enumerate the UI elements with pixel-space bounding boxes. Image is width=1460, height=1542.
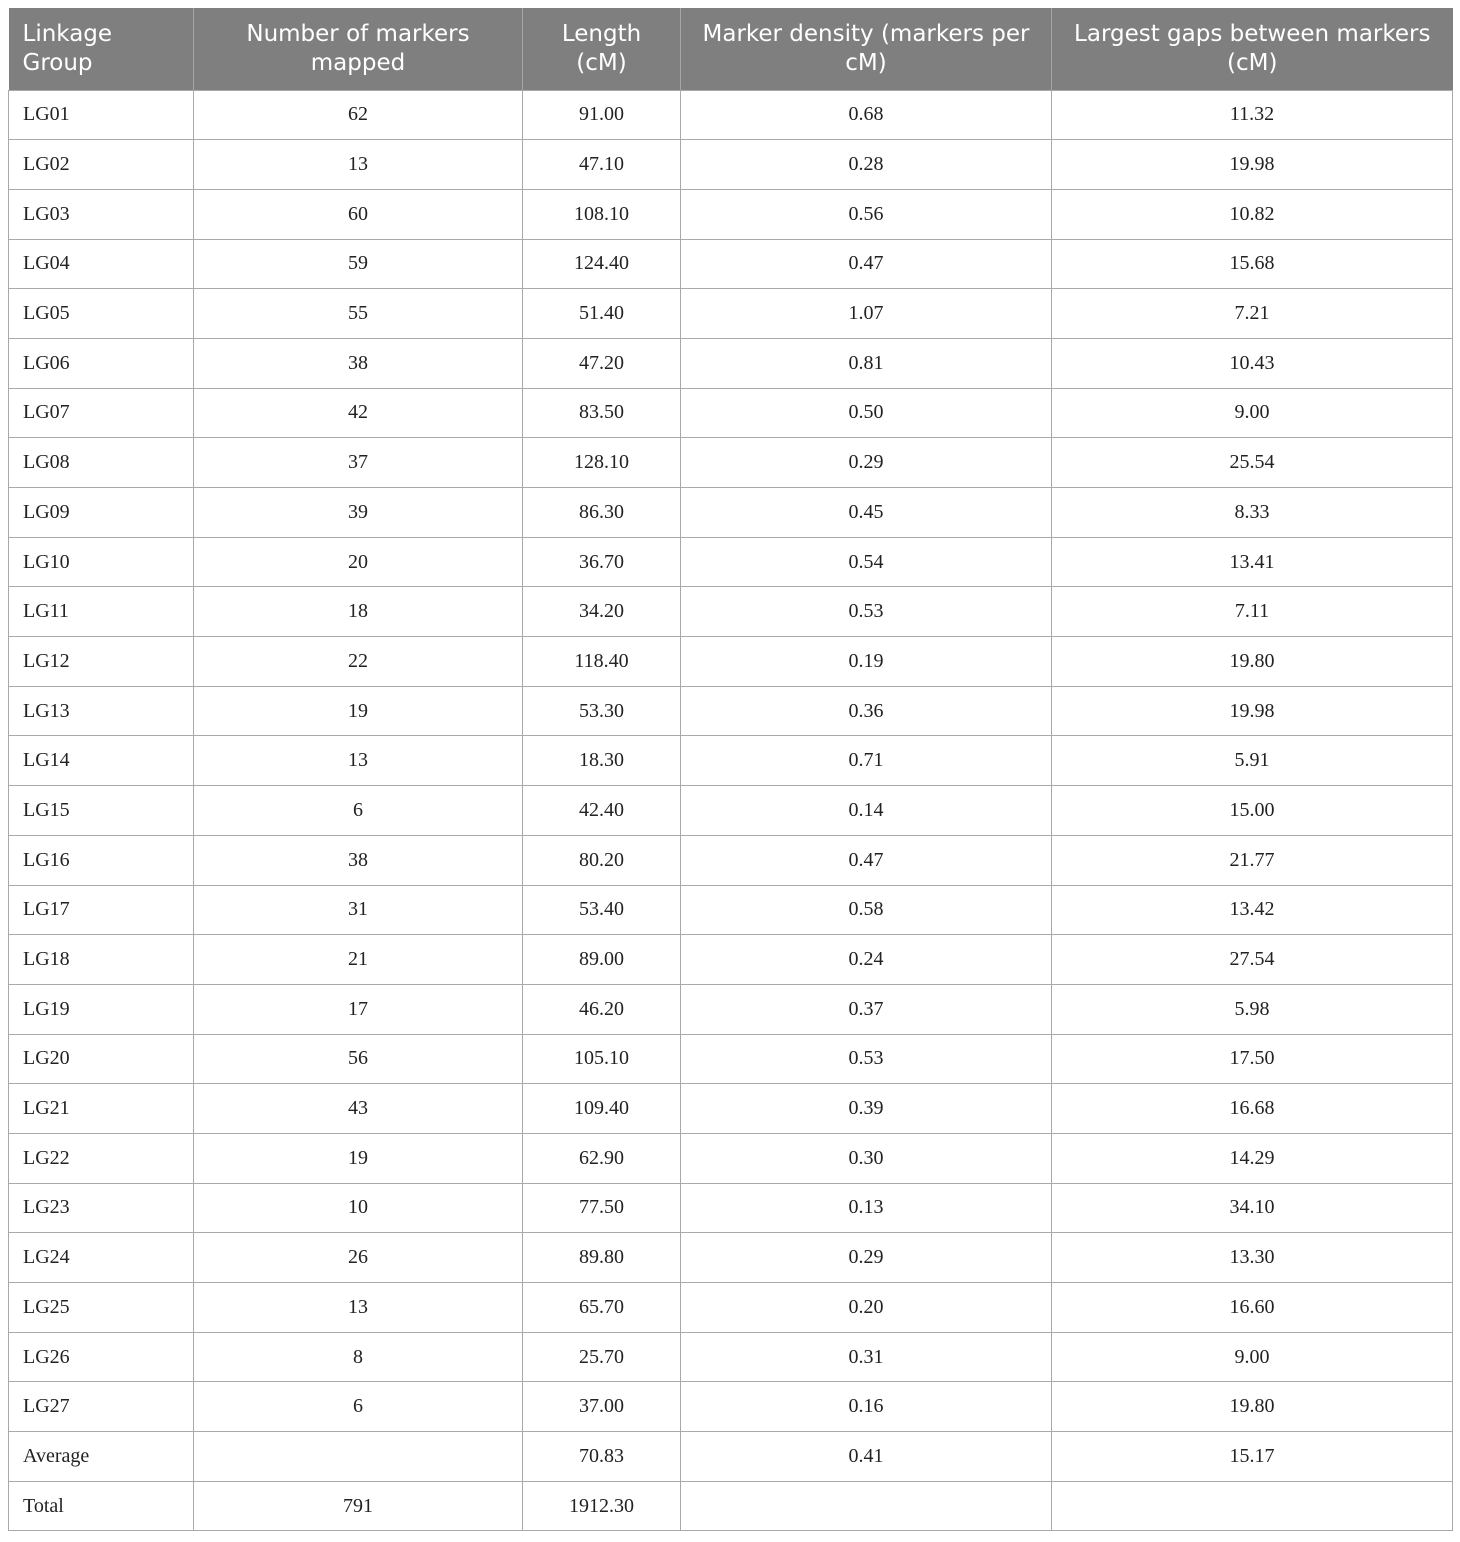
density-cell: 0.41	[681, 1432, 1052, 1482]
density-cell: 0.24	[681, 935, 1052, 985]
linkage-group-cell: LG16	[9, 835, 194, 885]
density-cell: 0.81	[681, 338, 1052, 388]
linkage-group-cell: LG05	[9, 289, 194, 339]
table-row	[9, 90, 1453, 140]
density-cell: 0.58	[681, 885, 1052, 935]
length-cell: 124.40	[523, 239, 681, 289]
table-row	[9, 637, 1453, 687]
table-row	[9, 835, 1453, 885]
largest-gap-cell: 19.98	[1052, 140, 1453, 190]
table-row	[9, 885, 1453, 935]
largest-gap-cell: 17.50	[1052, 1034, 1453, 1084]
length-cell: 36.70	[523, 537, 681, 587]
density-cell: 0.53	[681, 1034, 1052, 1084]
linkage-group-cell: LG02	[9, 140, 194, 190]
length-cell: 1912.30	[523, 1481, 681, 1531]
length-cell: 108.10	[523, 189, 681, 239]
markers-cell: 22	[194, 637, 523, 687]
table-row	[9, 1283, 1453, 1333]
length-cell: 46.20	[523, 984, 681, 1034]
linkage-group-cell: LG13	[9, 686, 194, 736]
density-cell: 0.31	[681, 1332, 1052, 1382]
table-row	[9, 189, 1453, 239]
length-cell: 91.00	[523, 90, 681, 140]
largest-gap-cell: 27.54	[1052, 935, 1453, 985]
length-cell: 128.10	[523, 438, 681, 488]
markers-cell: 6	[194, 786, 523, 836]
table-row	[9, 935, 1453, 985]
density-cell: 0.53	[681, 587, 1052, 637]
markers-cell: 59	[194, 239, 523, 289]
linkage-group-cell: LG11	[9, 587, 194, 637]
largest-gap-cell: 15.17	[1052, 1432, 1453, 1482]
density-cell: 0.54	[681, 537, 1052, 587]
length-cell: 83.50	[523, 388, 681, 438]
markers-cell: 43	[194, 1084, 523, 1134]
largest-gap-cell: 11.32	[1052, 90, 1453, 140]
density-cell: 0.30	[681, 1133, 1052, 1183]
markers-cell: 6	[194, 1382, 523, 1432]
largest-gap-cell: 5.91	[1052, 736, 1453, 786]
density-cell: 0.39	[681, 1084, 1052, 1134]
largest-gap-cell: 19.98	[1052, 686, 1453, 736]
linkage-group-cell: LG01	[9, 90, 194, 140]
markers-cell: 39	[194, 488, 523, 538]
linkage-group-cell: LG14	[9, 736, 194, 786]
density-cell: 0.71	[681, 736, 1052, 786]
density-cell: 1.07	[681, 289, 1052, 339]
linkage-group-cell: LG10	[9, 537, 194, 587]
header-marker-density: Marker density (markers per cM)	[681, 8, 1052, 90]
linkage-group-cell: LG15	[9, 786, 194, 836]
density-cell: 0.50	[681, 388, 1052, 438]
length-cell: 25.70	[523, 1332, 681, 1382]
length-cell: 18.30	[523, 736, 681, 786]
density-cell: 0.29	[681, 1233, 1052, 1283]
length-cell: 53.30	[523, 686, 681, 736]
linkage-group-cell: LG22	[9, 1133, 194, 1183]
markers-cell: 21	[194, 935, 523, 985]
largest-gap-cell: 10.43	[1052, 338, 1453, 388]
density-cell: 0.19	[681, 637, 1052, 687]
table-row	[9, 686, 1453, 736]
table-row	[9, 587, 1453, 637]
largest-gap-cell: 7.11	[1052, 587, 1453, 637]
density-cell: 0.13	[681, 1183, 1052, 1233]
markers-cell: 60	[194, 189, 523, 239]
density-cell: 0.47	[681, 239, 1052, 289]
density-cell: 0.29	[681, 438, 1052, 488]
table-row	[9, 140, 1453, 190]
largest-gap-cell: 16.60	[1052, 1283, 1453, 1333]
density-cell: 0.16	[681, 1382, 1052, 1432]
largest-gap-cell: 8.33	[1052, 488, 1453, 538]
table-row	[9, 1432, 1453, 1482]
length-cell: 77.50	[523, 1183, 681, 1233]
markers-cell: 38	[194, 338, 523, 388]
linkage-group-cell: LG19	[9, 984, 194, 1034]
linkage-group-cell: LG18	[9, 935, 194, 985]
linkage-group-cell: LG23	[9, 1183, 194, 1233]
density-cell: 0.36	[681, 686, 1052, 736]
density-cell: 0.20	[681, 1283, 1052, 1333]
largest-gap-cell: 15.68	[1052, 239, 1453, 289]
header-length: Length (cM)	[523, 8, 681, 90]
markers-cell: 26	[194, 1233, 523, 1283]
table-row	[9, 1183, 1453, 1233]
largest-gap-cell: 19.80	[1052, 637, 1453, 687]
markers-cell	[194, 1432, 523, 1482]
table-row	[9, 537, 1453, 587]
linkage-group-cell: Average	[9, 1432, 194, 1482]
linkage-group-cell: LG27	[9, 1382, 194, 1432]
header-linkage-group: Linkage Group	[9, 8, 194, 90]
density-cell: 0.37	[681, 984, 1052, 1034]
markers-cell: 17	[194, 984, 523, 1034]
linkage-map-table	[8, 8, 1453, 1531]
markers-cell: 31	[194, 885, 523, 935]
linkage-group-cell: LG24	[9, 1233, 194, 1283]
linkage-group-cell: LG09	[9, 488, 194, 538]
table-row	[9, 1034, 1453, 1084]
markers-cell: 13	[194, 736, 523, 786]
length-cell: 53.40	[523, 885, 681, 935]
linkage-group-cell: LG07	[9, 388, 194, 438]
markers-cell: 55	[194, 289, 523, 339]
length-cell: 42.40	[523, 786, 681, 836]
density-cell: 0.68	[681, 90, 1052, 140]
table-row	[9, 984, 1453, 1034]
linkage-group-cell: LG04	[9, 239, 194, 289]
markers-cell: 13	[194, 140, 523, 190]
table-header	[9, 8, 1453, 90]
largest-gap-cell: 25.54	[1052, 438, 1453, 488]
linkage-group-cell: LG26	[9, 1332, 194, 1382]
length-cell: 37.00	[523, 1382, 681, 1432]
largest-gap-cell: 16.68	[1052, 1084, 1453, 1134]
markers-cell: 8	[194, 1332, 523, 1382]
table-row	[9, 1084, 1453, 1134]
table-row	[9, 1481, 1453, 1531]
length-cell: 51.40	[523, 289, 681, 339]
largest-gap-cell: 14.29	[1052, 1133, 1453, 1183]
table-row	[9, 338, 1453, 388]
density-cell: 0.56	[681, 189, 1052, 239]
length-cell: 70.83	[523, 1432, 681, 1482]
header-number-of-markers: Number of markers mapped	[194, 8, 523, 90]
table-row	[9, 488, 1453, 538]
linkage-group-cell: LG25	[9, 1283, 194, 1333]
markers-cell: 13	[194, 1283, 523, 1333]
length-cell: 118.40	[523, 637, 681, 687]
linkage-group-cell: LG20	[9, 1034, 194, 1084]
largest-gap-cell: 21.77	[1052, 835, 1453, 885]
markers-cell: 42	[194, 388, 523, 438]
linkage-group-cell: Total	[9, 1481, 194, 1531]
largest-gap-cell: 15.00	[1052, 786, 1453, 836]
length-cell: 47.20	[523, 338, 681, 388]
largest-gap-cell	[1052, 1481, 1453, 1531]
markers-cell: 62	[194, 90, 523, 140]
linkage-map-table-container	[8, 8, 1452, 1531]
density-cell: 0.28	[681, 140, 1052, 190]
density-cell: 0.14	[681, 786, 1052, 836]
length-cell: 86.30	[523, 488, 681, 538]
table-row	[9, 1382, 1453, 1432]
length-cell: 34.20	[523, 587, 681, 637]
length-cell: 80.20	[523, 835, 681, 885]
density-cell: 0.47	[681, 835, 1052, 885]
markers-cell: 38	[194, 835, 523, 885]
markers-cell: 19	[194, 1133, 523, 1183]
largest-gap-cell: 13.30	[1052, 1233, 1453, 1283]
table-row	[9, 736, 1453, 786]
largest-gap-cell: 13.41	[1052, 537, 1453, 587]
linkage-group-cell: LG17	[9, 885, 194, 935]
largest-gap-cell: 7.21	[1052, 289, 1453, 339]
linkage-group-cell: LG06	[9, 338, 194, 388]
markers-cell: 20	[194, 537, 523, 587]
largest-gap-cell: 34.10	[1052, 1183, 1453, 1233]
table-row	[9, 239, 1453, 289]
largest-gap-cell: 5.98	[1052, 984, 1453, 1034]
length-cell: 89.00	[523, 935, 681, 985]
density-cell: 0.45	[681, 488, 1052, 538]
table-row	[9, 1233, 1453, 1283]
density-cell	[681, 1481, 1052, 1531]
linkage-group-cell: LG21	[9, 1084, 194, 1134]
header-largest-gaps: Largest gaps between markers (cM)	[1052, 8, 1453, 90]
markers-cell: 56	[194, 1034, 523, 1084]
length-cell: 62.90	[523, 1133, 681, 1183]
largest-gap-cell: 9.00	[1052, 1332, 1453, 1382]
markers-cell: 19	[194, 686, 523, 736]
markers-cell: 10	[194, 1183, 523, 1233]
largest-gap-cell: 9.00	[1052, 388, 1453, 438]
linkage-group-cell: LG08	[9, 438, 194, 488]
header-row	[9, 8, 1453, 90]
linkage-group-cell: LG12	[9, 637, 194, 687]
length-cell: 47.10	[523, 140, 681, 190]
largest-gap-cell: 13.42	[1052, 885, 1453, 935]
length-cell: 89.80	[523, 1233, 681, 1283]
table-row	[9, 388, 1453, 438]
linkage-group-cell: LG03	[9, 189, 194, 239]
length-cell: 105.10	[523, 1034, 681, 1084]
markers-cell: 37	[194, 438, 523, 488]
length-cell: 109.40	[523, 1084, 681, 1134]
table-row	[9, 1133, 1453, 1183]
table-row	[9, 1332, 1453, 1382]
table-row	[9, 438, 1453, 488]
length-cell: 65.70	[523, 1283, 681, 1333]
largest-gap-cell: 19.80	[1052, 1382, 1453, 1432]
table-body	[9, 90, 1453, 1531]
table-row	[9, 289, 1453, 339]
markers-cell: 791	[194, 1481, 523, 1531]
largest-gap-cell: 10.82	[1052, 189, 1453, 239]
table-row	[9, 786, 1453, 836]
markers-cell: 18	[194, 587, 523, 637]
